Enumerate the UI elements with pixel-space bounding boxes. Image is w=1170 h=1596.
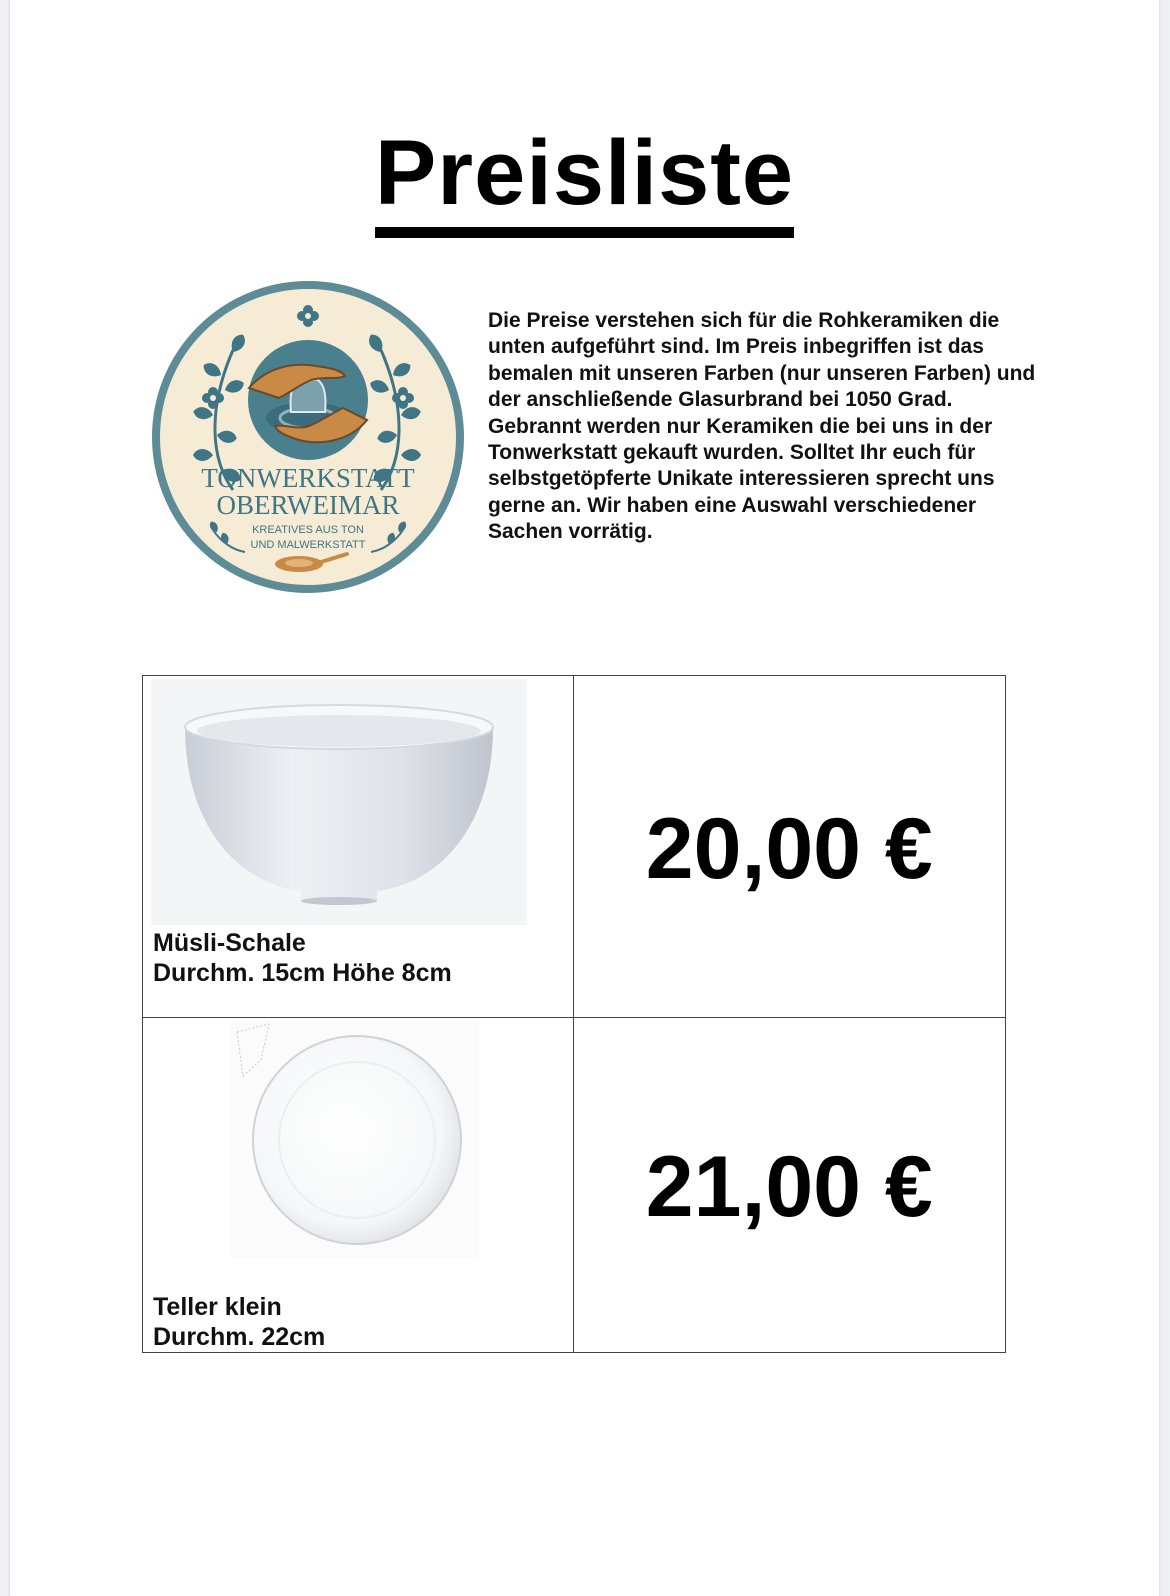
price-cell — [573, 1018, 1006, 1353]
product-price: 21,00 € — [645, 1139, 933, 1235]
tonwerkstatt-logo — [141, 280, 475, 614]
price-cell — [573, 676, 1006, 1018]
product-dimensions: Durchm. 15cm Höhe 8cm — [153, 959, 452, 987]
svg-text:KREATIVES AUS TON: KREATIVES AUS TON — [252, 524, 364, 536]
table-row — [143, 1018, 1006, 1353]
svg-text:OBERWEIMAR: OBERWEIMAR — [216, 490, 400, 520]
product-cell — [143, 676, 574, 1018]
product-price: 20,00 € — [645, 801, 933, 897]
plate-icon — [231, 1020, 479, 1258]
intro-paragraph: Die Preise verstehen sich für die Rohkeramiken die unten aufgeführt sind. Im Preis inbegriffen ist das bemalen mit unseren Farben (nur unseren Farben) und der anschließende Glasurbrand bei 1050 Grad. Gebrannt werden nur Keramiken die bei uns in der Tonwerkstatt gekauft wurden. Solltet Ihr euch für selbstgetöpferte Unikate interessieren sprecht uns gerne an. Wir haben eine Auswahl verschiedener Sachen vorrätig. — [488, 309, 1036, 544]
page-title: Preisliste — [10, 118, 1159, 238]
product-name: Teller klein — [153, 1293, 282, 1321]
price-table — [142, 675, 1006, 1353]
table-row — [143, 676, 1006, 1018]
svg-text:UND MALWERKSTATT: UND MALWERKSTATT — [250, 539, 366, 551]
svg-text:TONWERKSTATT: TONWERKSTATT — [201, 463, 415, 493]
bowl-icon — [151, 679, 527, 925]
product-name: Müsli-Schale — [153, 929, 306, 957]
product-dimensions: Durchm. 22cm — [153, 1323, 326, 1351]
product-cell — [143, 1018, 574, 1353]
document-page — [10, 0, 1159, 1596]
